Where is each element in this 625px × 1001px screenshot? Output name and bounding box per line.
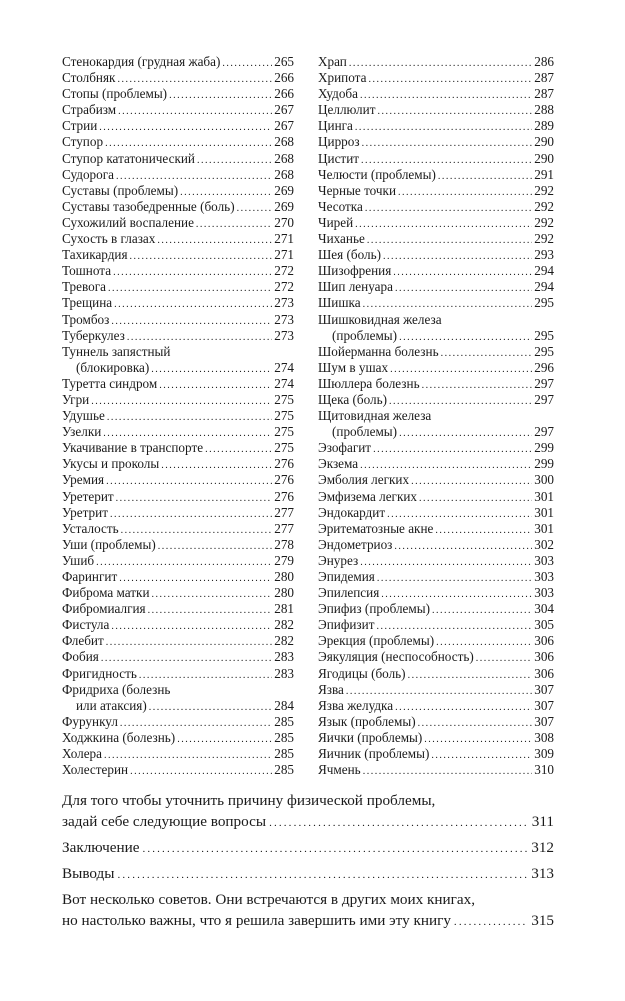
toc-entry xyxy=(62,183,294,199)
toc-entry xyxy=(318,167,554,183)
toc-page-number: 283 xyxy=(274,665,294,681)
toc-entry-title: Эрекция (проблемы) xyxy=(318,633,435,649)
toc-entry xyxy=(62,585,294,601)
toc-entry xyxy=(62,762,294,778)
toc-page-number: 275 xyxy=(274,408,294,424)
toc-entry xyxy=(318,714,554,730)
toc-entry-title: Шип ленуара xyxy=(318,279,393,295)
toc-page-number: 282 xyxy=(274,617,294,633)
toc-entry xyxy=(62,633,294,649)
toc-page-number: 292 xyxy=(534,182,554,198)
toc-entry xyxy=(62,649,294,665)
toc-page-number: 265 xyxy=(274,54,294,69)
toc-entry xyxy=(62,537,294,553)
toc-page-number: 285 xyxy=(274,713,294,729)
toc-entry-title: Судорога xyxy=(62,166,114,182)
toc-entry-title-cont: или атаксия) xyxy=(76,697,147,713)
toc-entry xyxy=(62,199,294,215)
toc-entry xyxy=(318,263,554,279)
toc-entry-title: Холестерин xyxy=(62,762,129,778)
toc-entry-title: Стрии xyxy=(62,118,98,134)
dot-leader xyxy=(127,328,272,346)
toc-entry xyxy=(318,537,554,553)
toc-entry xyxy=(62,344,294,376)
toc-entry xyxy=(318,617,554,633)
toc-page-number: 311 xyxy=(531,813,554,830)
toc-page-number: 284 xyxy=(274,697,294,713)
toc-entry xyxy=(62,279,294,295)
toc-entry-title: Хрипота xyxy=(318,70,367,86)
toc-page-number: 295 xyxy=(534,295,554,311)
toc-page-number: 308 xyxy=(534,729,554,745)
toc-page-number: 294 xyxy=(534,263,554,279)
toc-entry-title: Ушиб xyxy=(62,552,95,568)
toc-entry-title: Эпифизит xyxy=(318,617,375,633)
toc-entry xyxy=(62,263,294,279)
toc-page-number: 307 xyxy=(534,697,554,713)
toc-page-number: 276 xyxy=(274,472,294,488)
toc-page-number: 280 xyxy=(274,585,294,601)
toc-entry-title: Эмфизема легких xyxy=(318,488,418,504)
toc-entry xyxy=(318,70,554,86)
toc-entry-title: Тревога xyxy=(62,279,106,295)
toc-page-number: 278 xyxy=(274,536,294,552)
toc-page-number: 275 xyxy=(274,424,294,440)
toc-entry-title: Фурункул xyxy=(62,713,118,729)
toc-entry xyxy=(318,569,554,585)
toc-entry xyxy=(62,730,294,746)
toc-entry-title: Эндокардит xyxy=(318,504,386,520)
dot-leader xyxy=(363,762,533,780)
toc-page-number: 270 xyxy=(274,214,294,230)
toc-page-number: 312 xyxy=(531,839,554,856)
toc-entry xyxy=(318,231,554,247)
toc-page-number: 304 xyxy=(534,601,554,617)
dot-leader xyxy=(142,837,528,860)
dot-leader xyxy=(363,295,533,313)
toc-page-number: 290 xyxy=(534,134,554,150)
toc-page-number: 274 xyxy=(274,359,294,375)
toc-page-number: 277 xyxy=(274,520,294,536)
toc-entry xyxy=(62,682,294,714)
toc-page-number: 295 xyxy=(534,327,554,343)
toc-entry xyxy=(62,863,554,886)
toc-entry xyxy=(62,440,294,456)
toc-entry-title: Щека (боль) xyxy=(318,391,388,407)
toc-entry-title: Флебит xyxy=(62,633,104,649)
toc-entry xyxy=(62,746,294,762)
toc-entry-title: Эзофагит xyxy=(318,440,372,456)
toc-entry-title-cont: (блокировка) xyxy=(76,359,150,375)
toc-entry-title: Черные точки xyxy=(318,182,397,198)
toc-entry-title: Фистула xyxy=(62,617,110,633)
toc-entry xyxy=(62,472,294,488)
toc-right-column xyxy=(318,54,554,778)
toc-entry-title: Цинга xyxy=(318,118,353,134)
toc-page-number: 281 xyxy=(274,601,294,617)
toc-page-number: 266 xyxy=(274,86,294,102)
toc-page-number: 307 xyxy=(534,713,554,729)
toc-entry-title: Эмболия легких xyxy=(318,472,410,488)
toc-page-number: 275 xyxy=(274,391,294,407)
toc-page-number: 274 xyxy=(274,375,294,391)
toc-page-number: 292 xyxy=(534,231,554,247)
toc-entry-title: Шизофрения xyxy=(318,263,392,279)
toc-entry-title: Укачивание в транспорте xyxy=(62,440,204,456)
toc-entry-title: Фридриха (болезнь xyxy=(62,681,171,697)
toc-entry xyxy=(318,585,554,601)
toc-page-number: 299 xyxy=(534,456,554,472)
toc-page-number: 276 xyxy=(274,488,294,504)
toc-entry xyxy=(62,489,294,505)
toc-entry-title: Узелки xyxy=(62,424,102,440)
toc-page-number: 272 xyxy=(274,263,294,279)
toc-page-number: 271 xyxy=(274,247,294,263)
toc-page-number: 268 xyxy=(274,150,294,166)
toc-page-number: 300 xyxy=(534,472,554,488)
toc-entry-title: Язык (проблемы) xyxy=(318,713,416,729)
toc-entry xyxy=(62,521,294,537)
toc-entry-title: Уремия xyxy=(62,472,105,488)
toc-entry xyxy=(318,456,554,472)
toc-entry xyxy=(318,521,554,537)
toc-entry-title: Уши (проблемы) xyxy=(62,536,156,552)
toc-entry-title: Эпидемия xyxy=(318,569,375,584)
toc-entry xyxy=(62,569,294,585)
toc-entry xyxy=(62,666,294,682)
toc-page-number: 297 xyxy=(534,375,554,391)
toc-entry-title: но настолько важны, что я решила завершить ими эту книгу xyxy=(62,912,451,929)
toc-page-number: 301 xyxy=(534,488,554,504)
toc-page-number: 285 xyxy=(274,729,294,745)
toc-entry-title: Челюсти (проблемы) xyxy=(318,166,436,182)
toc-entry-title: Удушье xyxy=(62,408,105,424)
toc-page-number: 273 xyxy=(274,295,294,311)
toc-entry xyxy=(318,199,554,215)
toc-entry xyxy=(62,86,294,102)
toc-entry xyxy=(318,440,554,456)
toc-page-number: 306 xyxy=(534,665,554,681)
toc-entry-title: Трещина xyxy=(62,295,113,311)
toc-page-number: 285 xyxy=(274,746,294,762)
toc-entry xyxy=(318,295,554,311)
toc-entry xyxy=(318,489,554,505)
toc-page-number: 313 xyxy=(531,865,554,882)
toc-entry xyxy=(62,790,554,834)
toc-entry-title: Экзема xyxy=(318,456,359,472)
toc-entry xyxy=(318,118,554,134)
toc-entry-title: Чиханье xyxy=(318,231,365,247)
toc-page-number: 283 xyxy=(274,649,294,665)
toc-entry xyxy=(318,344,554,360)
toc-entry xyxy=(62,714,294,730)
toc-entry xyxy=(318,392,554,408)
toc-page-number: 306 xyxy=(534,649,554,665)
dot-leader xyxy=(118,863,529,886)
toc-entry xyxy=(318,215,554,231)
toc-entry xyxy=(62,601,294,617)
toc-page-number: 279 xyxy=(274,552,294,568)
toc-entry-title: Сухожилий воспаление xyxy=(62,214,194,230)
toc-entry-title: Ягодицы (боль) xyxy=(318,665,406,681)
toc-entry-title: Чирей xyxy=(318,214,354,230)
toc-page-number: 271 xyxy=(274,231,294,247)
toc-entry-title: Шея (боль) xyxy=(318,247,382,263)
toc-entry-title-cont: (проблемы) xyxy=(332,424,398,440)
toc-entry xyxy=(318,762,554,778)
toc-entry xyxy=(318,102,554,118)
toc-page-number: 306 xyxy=(534,633,554,649)
toc-page-number: 276 xyxy=(274,456,294,472)
toc-page-number: 303 xyxy=(534,585,554,601)
toc-entry-title: Угри xyxy=(62,391,90,407)
toc-page-number: 303 xyxy=(534,569,554,584)
toc-page-number: 267 xyxy=(274,118,294,134)
toc-page-number: 275 xyxy=(274,440,294,456)
toc-page-number: 288 xyxy=(534,102,554,118)
toc-entry-title: Столбняк xyxy=(62,70,116,86)
toc-entry xyxy=(318,682,554,698)
toc-page-number: 301 xyxy=(534,504,554,520)
toc-entry xyxy=(62,889,554,933)
toc-entry xyxy=(318,472,554,488)
toc-page-number: 303 xyxy=(534,552,554,568)
toc-page-number: 268 xyxy=(274,134,294,150)
toc-entry-title: Стенокардия (грудная жаба) xyxy=(62,54,221,69)
toc-entry xyxy=(62,456,294,472)
toc-entry xyxy=(62,102,294,118)
toc-entry xyxy=(62,54,294,70)
toc-page-number: 310 xyxy=(534,762,554,778)
toc-page-number: 273 xyxy=(274,327,294,343)
toc-entry xyxy=(318,408,554,440)
toc-page-number: 293 xyxy=(534,247,554,263)
toc-entry xyxy=(62,553,294,569)
toc-entry xyxy=(318,86,554,102)
toc-page-number: 290 xyxy=(534,150,554,166)
toc-entry-title: Энурез xyxy=(318,552,359,568)
toc-entry-title: Заключение xyxy=(62,839,140,856)
toc-entry-title: Ходжкина (болезнь) xyxy=(62,729,176,745)
toc-entry-title: Туберкулез xyxy=(62,327,125,343)
toc-page-number: 292 xyxy=(534,198,554,214)
toc-entry xyxy=(62,392,294,408)
toc-page-number: 277 xyxy=(274,504,294,520)
dot-leader xyxy=(269,811,529,834)
toc-entry-title: задай себе следующие вопросы xyxy=(62,813,267,830)
toc-entry-title: Для того чтобы уточнить причину физической проблемы, xyxy=(62,792,436,809)
toc-entry-title: Сухость в глазах xyxy=(62,231,156,247)
toc-entry xyxy=(318,601,554,617)
dot-leader xyxy=(389,392,532,410)
toc-entry xyxy=(318,54,554,70)
toc-entry xyxy=(62,295,294,311)
toc-entry-title: Шюллера болезнь xyxy=(318,375,420,391)
toc-page-number: 268 xyxy=(274,166,294,182)
toc-page-number: 302 xyxy=(534,536,554,552)
toc-page-number: 272 xyxy=(274,279,294,295)
toc-entry-title: Холера xyxy=(62,746,102,762)
toc-page-number: 280 xyxy=(274,569,294,584)
toc-entry-title: Ступор xyxy=(62,134,104,150)
toc-entry xyxy=(62,505,294,521)
toc-entry-title: Уретерит xyxy=(62,488,114,504)
toc-entry-title: Фиброма матки xyxy=(62,585,150,601)
toc-page-number: 267 xyxy=(274,102,294,118)
toc-entry-title: Туретта синдром xyxy=(62,375,158,391)
toc-page-number: 289 xyxy=(534,118,554,134)
toc-entry xyxy=(318,730,554,746)
toc-entry-title: Стопы (проблемы) xyxy=(62,86,168,102)
toc-page-number: 305 xyxy=(534,617,554,633)
toc-entry-title: Эндометриоз xyxy=(318,536,393,552)
toc-page-number: 309 xyxy=(534,746,554,762)
toc-page-number: 295 xyxy=(534,343,554,359)
toc-entry xyxy=(318,247,554,263)
toc-page-number: 297 xyxy=(534,391,554,407)
toc-page-number: 287 xyxy=(534,86,554,102)
toc-entry xyxy=(62,167,294,183)
toc-entry-title: Фибромиалгия xyxy=(62,601,146,617)
toc-page-number: 269 xyxy=(274,182,294,198)
toc-entry xyxy=(318,376,554,392)
toc-entry-title: Чесотка xyxy=(318,198,363,214)
toc-entry-title: Шум в ушах xyxy=(318,359,389,375)
toc-entry xyxy=(318,279,554,295)
toc-page-number: 294 xyxy=(534,279,554,295)
toc-entry-title: Тромбоз xyxy=(62,311,110,327)
dot-leader xyxy=(139,666,272,684)
toc-entry xyxy=(318,666,554,682)
toc-entry xyxy=(62,118,294,134)
toc-entry-title: Тошнота xyxy=(62,263,112,279)
toc-entry-title: Фарингит xyxy=(62,569,118,584)
toc-entry-title: Суставы тазобедренные (боль) xyxy=(62,198,235,214)
toc-entry-title: Шойерманна болезнь xyxy=(318,343,439,359)
toc-entry-title: Ячмень xyxy=(318,762,361,778)
toc-entry xyxy=(62,231,294,247)
toc-entry xyxy=(62,70,294,86)
dot-leader xyxy=(454,910,528,933)
toc-page-number: 287 xyxy=(534,70,554,86)
toc-entry-title: Фригидность xyxy=(62,665,137,681)
toc-page-number: 286 xyxy=(534,54,554,69)
toc-entry-title: Эякуляция (неспособность) xyxy=(318,649,474,665)
toc-entry xyxy=(62,247,294,263)
toc-entry xyxy=(62,837,554,860)
toc-entry xyxy=(62,617,294,633)
toc-entry-title: Цистит xyxy=(318,150,360,166)
toc-entry-title: Фобия xyxy=(62,649,99,665)
toc-entry-title: Ступор кататонический xyxy=(62,150,195,166)
toc-entry-title: Шишковидная железа xyxy=(318,311,442,327)
toc-entry xyxy=(318,553,554,569)
toc-page-number: 292 xyxy=(534,214,554,230)
toc-entry xyxy=(62,312,294,328)
toc-entry-title: Щитовидная железа xyxy=(318,408,432,424)
dot-leader xyxy=(130,762,272,780)
toc-page-number: 301 xyxy=(534,520,554,536)
toc-entry xyxy=(62,215,294,231)
toc-entry xyxy=(318,649,554,665)
toc-page-number: 299 xyxy=(534,440,554,456)
toc-page-number: 291 xyxy=(534,166,554,182)
toc-entry xyxy=(62,408,294,424)
toc-entry-title: Страбизм xyxy=(62,102,117,118)
toc-page-number: 296 xyxy=(534,359,554,375)
toc-entry xyxy=(318,360,554,376)
toc-left-column xyxy=(62,54,294,778)
toc-entry xyxy=(62,134,294,150)
toc-entry-title: Вот несколько советов. Они встречаются в других моих книгах, xyxy=(62,891,476,908)
toc-entry-title: Худоба xyxy=(318,86,358,102)
toc-entry-title: Яички (проблемы) xyxy=(318,729,423,745)
toc-entry xyxy=(62,376,294,392)
toc-entry xyxy=(318,746,554,762)
toc-entry-title: Шишка xyxy=(318,295,361,311)
toc-entry xyxy=(318,698,554,714)
toc-page-number: 307 xyxy=(534,681,554,697)
toc-page-number: 297 xyxy=(534,424,554,440)
toc-entry xyxy=(318,151,554,167)
toc-entry-title: Цирроз xyxy=(318,134,360,150)
toc-entry-title: Язва желудка xyxy=(318,697,394,713)
toc-entry xyxy=(62,424,294,440)
toc-entry-title: Целлюлит xyxy=(318,102,376,118)
toc-entry-title: Выводы xyxy=(62,865,115,882)
toc-entry-title: Туннель запястный xyxy=(62,343,171,359)
toc-entry-title: Суставы (проблемы) xyxy=(62,182,179,198)
toc-page-number: 266 xyxy=(274,70,294,86)
toc-entry-title: Укусы и проколы xyxy=(62,456,160,472)
toc-page-number: 269 xyxy=(274,198,294,214)
toc-entry-title: Яичник (проблемы) xyxy=(318,746,430,762)
toc-entry xyxy=(318,134,554,150)
toc-entry xyxy=(62,328,294,344)
toc-bottom-section xyxy=(62,790,554,936)
toc-entry xyxy=(62,151,294,167)
toc-entry xyxy=(318,633,554,649)
toc-page-number: 315 xyxy=(531,912,554,929)
toc-entry xyxy=(318,505,554,521)
toc-entry-title-cont: (проблемы) xyxy=(332,327,398,343)
toc-entry-title: Уретрит xyxy=(62,504,108,520)
toc-entry-title: Храп xyxy=(318,54,347,69)
toc-entry xyxy=(318,312,554,344)
toc-entry-title: Усталость xyxy=(62,520,119,536)
toc-page-number: 285 xyxy=(274,762,294,778)
toc-entry-title: Эритематозные акне xyxy=(318,520,434,536)
toc-page-number: 282 xyxy=(274,633,294,649)
toc-entry-title: Эпифиз (проблемы) xyxy=(318,601,430,617)
toc-page-number: 273 xyxy=(274,311,294,327)
toc-entry xyxy=(318,183,554,199)
toc-entry-title: Язва xyxy=(318,681,344,697)
toc-entry-title: Эпилепсия xyxy=(318,585,380,601)
toc-entry-title: Тахикардия xyxy=(62,247,128,263)
